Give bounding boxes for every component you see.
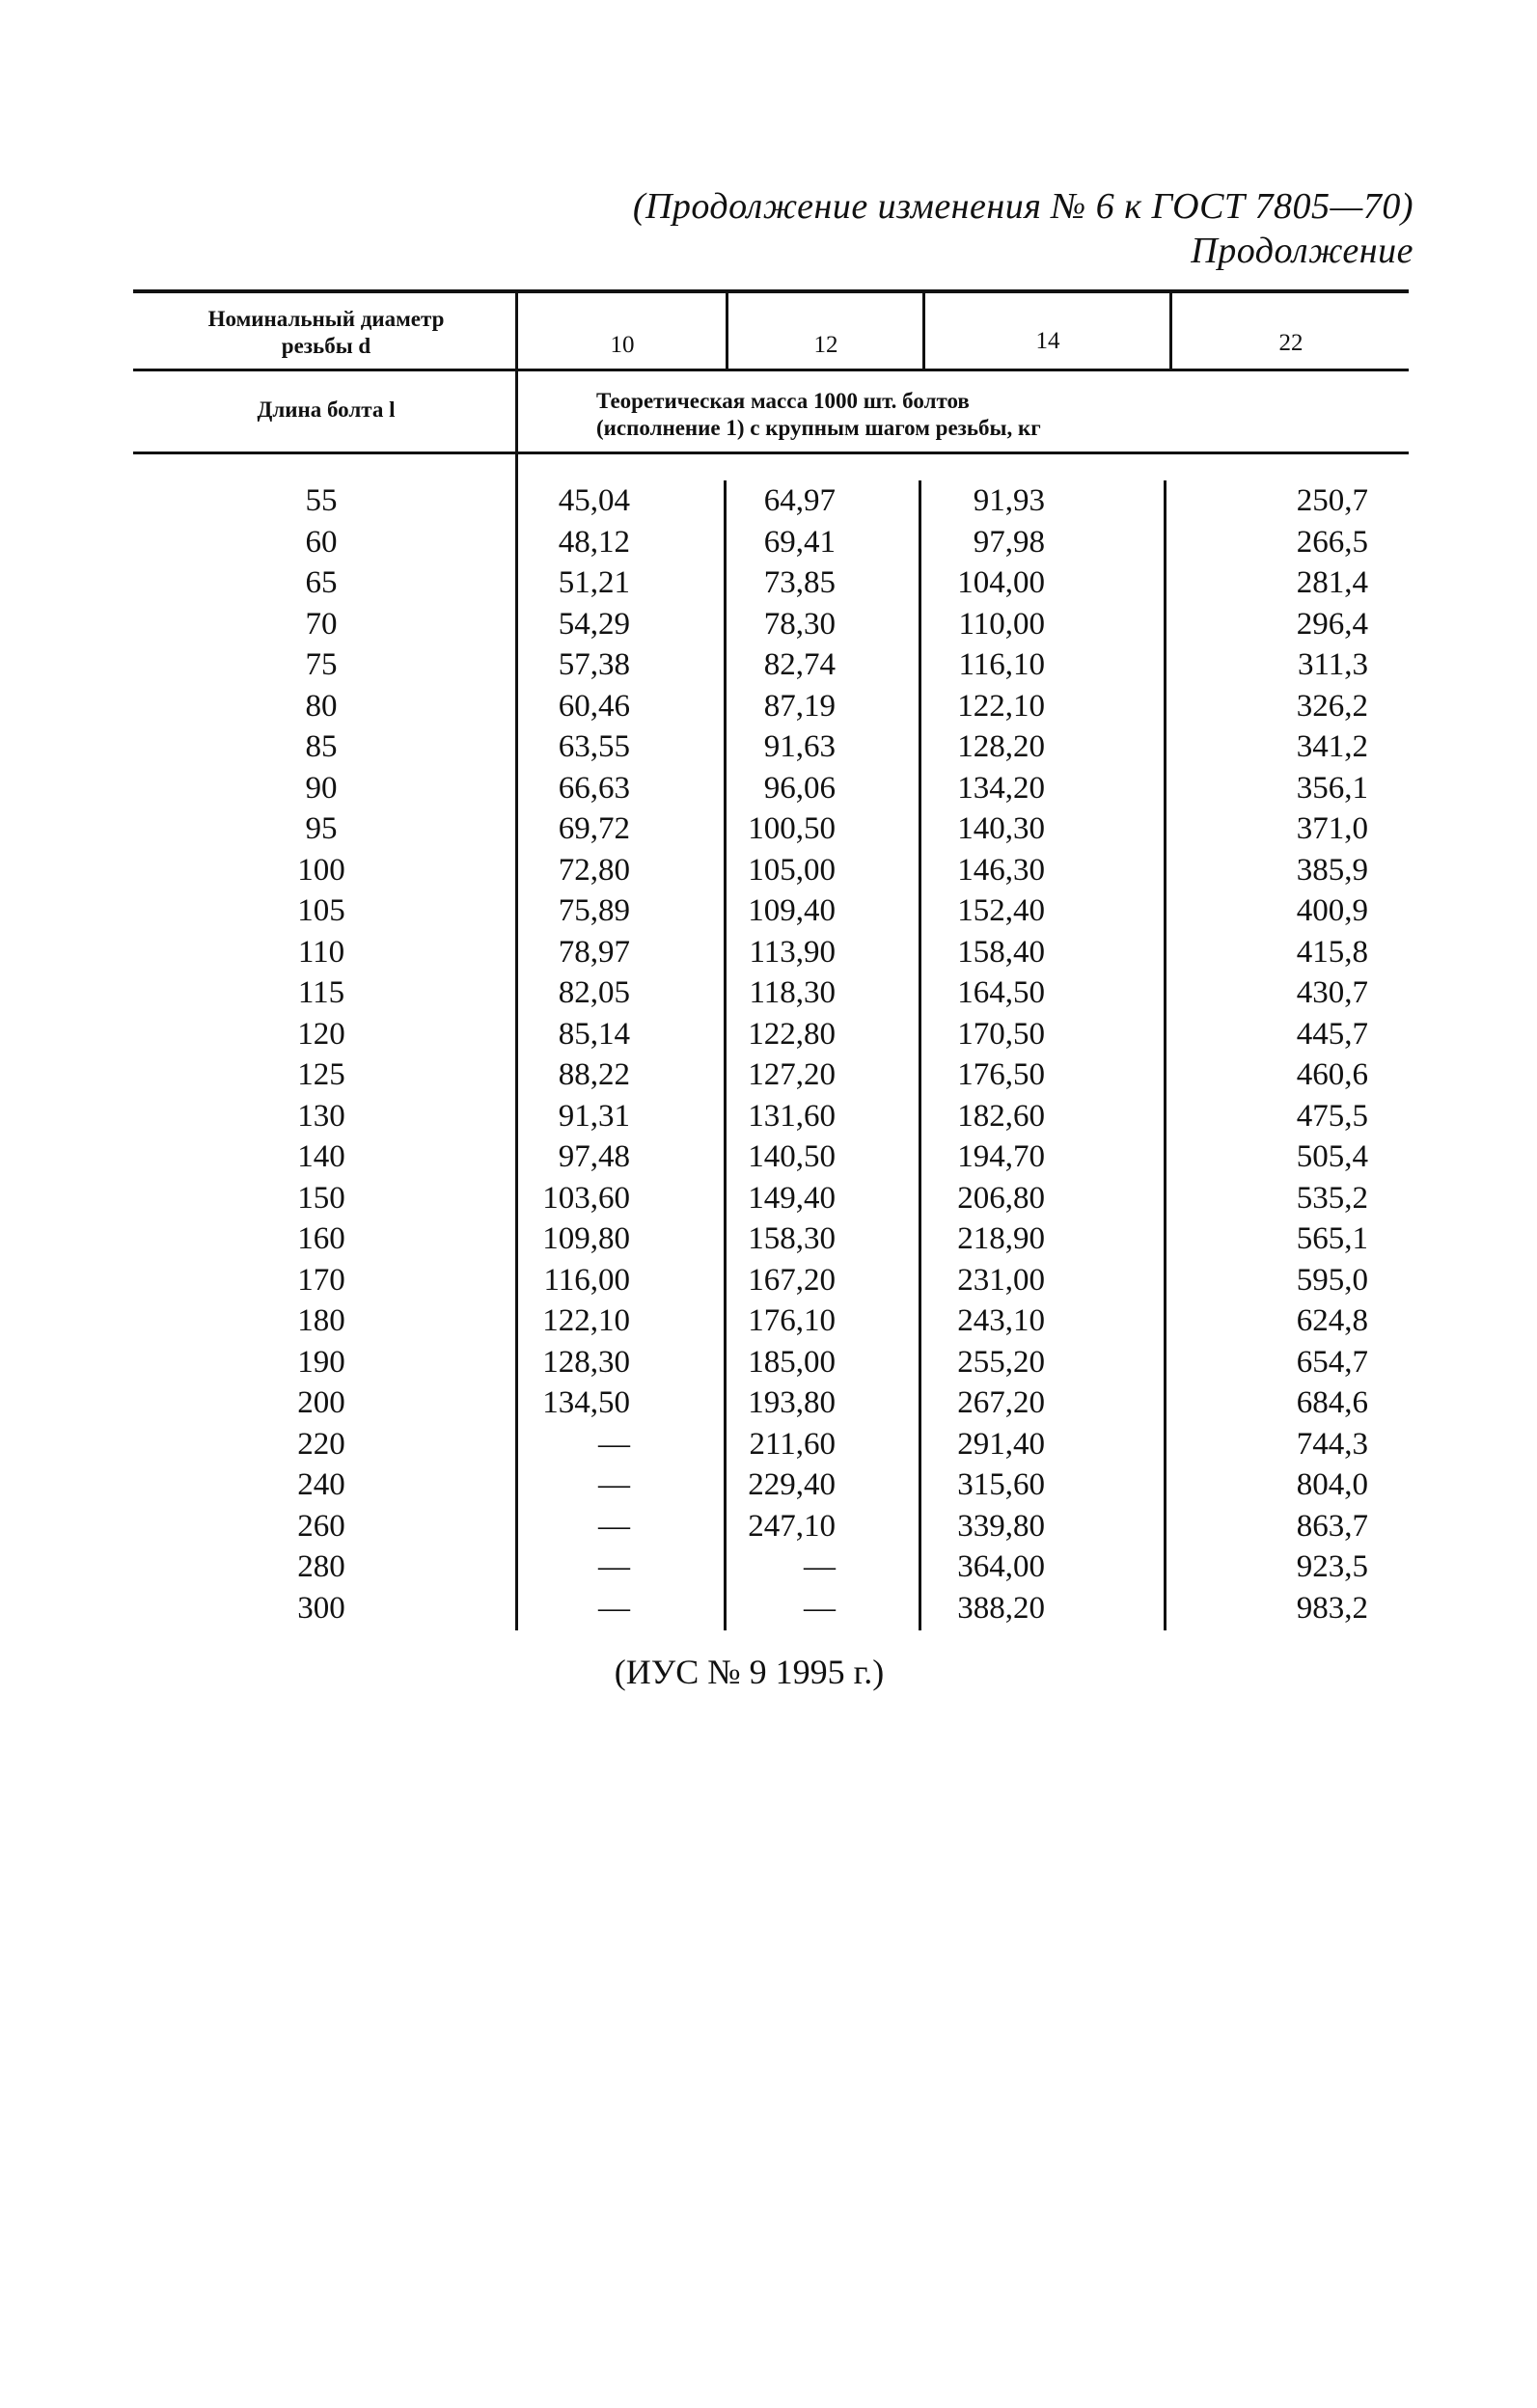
mass-cell: 69,72 xyxy=(558,811,630,846)
mass-cell: 385,9 xyxy=(1296,852,1368,888)
mass-cell: 744,3 xyxy=(1296,1426,1368,1462)
table-row xyxy=(133,1260,1409,1301)
table-header-rule xyxy=(133,369,1409,371)
bolt-length-cell: 170 xyxy=(297,1262,345,1298)
mass-cell: 66,63 xyxy=(558,770,630,806)
mass-cell: 339,80 xyxy=(957,1508,1045,1544)
mass-cell: 194,70 xyxy=(957,1139,1045,1174)
bolt-length-cell: 100 xyxy=(297,852,345,888)
mass-cell: 535,2 xyxy=(1296,1180,1368,1216)
mass-cell: 250,7 xyxy=(1296,483,1368,518)
mass-cell: 134,20 xyxy=(957,770,1045,806)
bolt-length-cell: 80 xyxy=(305,688,338,724)
mass-cell: 87,19 xyxy=(763,688,836,724)
mass-cell: 128,30 xyxy=(542,1344,630,1380)
header-continuation-label: Продолжение xyxy=(1191,231,1413,271)
mass-cell: 218,90 xyxy=(957,1221,1045,1256)
mass-cell: 281,4 xyxy=(1296,565,1368,600)
mass-cell: 75,89 xyxy=(558,893,630,928)
bolt-length-cell: 85 xyxy=(305,729,338,764)
bolt-length-cell: 260 xyxy=(297,1508,345,1544)
mass-cell: 804,0 xyxy=(1296,1467,1368,1502)
mass-cell: 152,40 xyxy=(957,893,1045,928)
mass-cell: 116,10 xyxy=(958,647,1045,682)
mass-cell: 149,40 xyxy=(748,1180,836,1216)
column-divider xyxy=(726,293,728,370)
mass-cell: 134,50 xyxy=(542,1385,630,1420)
diameter-12: 12 xyxy=(813,332,838,358)
table-row xyxy=(133,1424,1409,1465)
mass-cell: 243,10 xyxy=(957,1303,1045,1338)
mass-cell: 158,30 xyxy=(748,1221,836,1256)
table-row xyxy=(133,1342,1409,1383)
bolt-length-cell: 65 xyxy=(305,565,338,600)
mass-cell: 100,50 xyxy=(748,811,836,846)
mass-cell: 54,29 xyxy=(558,606,630,642)
mass-cell: 64,97 xyxy=(763,483,836,518)
bolt-length-cell: 190 xyxy=(297,1344,345,1380)
bolt-length-cell: 75 xyxy=(305,647,338,682)
mass-cell: 371,0 xyxy=(1296,811,1368,846)
mass-cell: 315,60 xyxy=(957,1467,1045,1502)
column-divider xyxy=(1169,293,1172,370)
table-row xyxy=(133,686,1409,727)
table-row xyxy=(133,480,1409,522)
mass-cell: 51,21 xyxy=(558,565,630,600)
mass-cell: 193,80 xyxy=(748,1385,836,1420)
mass-cell: — xyxy=(598,1467,630,1502)
mass-cell: — xyxy=(598,1426,630,1462)
table-row xyxy=(133,726,1409,768)
table-top-rule xyxy=(133,289,1409,293)
mass-cell: — xyxy=(598,1590,630,1626)
bolt-length-cell: 220 xyxy=(297,1426,345,1462)
mass-cell: 475,5 xyxy=(1296,1098,1368,1134)
mass-cell: 131,60 xyxy=(748,1098,836,1134)
mass-cell: 82,05 xyxy=(558,975,630,1010)
mass-cell: 113,90 xyxy=(749,934,836,970)
mass-cell: 356,1 xyxy=(1296,770,1368,806)
bolt-length-cell: 300 xyxy=(297,1590,345,1626)
mass-cell: 266,5 xyxy=(1296,524,1368,560)
table-row xyxy=(133,1546,1409,1588)
bolt-length-cell: 180 xyxy=(297,1303,345,1338)
mass-cell: 326,2 xyxy=(1296,688,1368,724)
mass-cell: 206,80 xyxy=(957,1180,1045,1216)
table-row xyxy=(133,1096,1409,1137)
bolt-length-cell: 60 xyxy=(305,524,338,560)
mass-cell: 91,63 xyxy=(763,729,836,764)
table-row xyxy=(133,1506,1409,1547)
mass-cell: 91,31 xyxy=(558,1098,630,1134)
header-continuation-title: (Продолжение изменения № 6 к ГОСТ 7805—70) xyxy=(632,186,1413,227)
mass-cell: 983,2 xyxy=(1296,1590,1368,1626)
mass-cell: 176,10 xyxy=(748,1303,836,1338)
bolt-length-cell: 55 xyxy=(305,483,338,518)
bolt-length-cell: 150 xyxy=(297,1180,345,1216)
mass-cell: 255,20 xyxy=(957,1344,1045,1380)
mass-cell: 110,00 xyxy=(958,606,1045,642)
mass-cell: 88,22 xyxy=(558,1057,630,1092)
mass-cell: 60,46 xyxy=(558,688,630,724)
table-row xyxy=(133,644,1409,686)
mass-cell: 85,14 xyxy=(558,1016,630,1052)
mass-cell: 400,9 xyxy=(1296,893,1368,928)
mass-cell: 122,80 xyxy=(748,1016,836,1052)
bolt-length-cell: 90 xyxy=(305,770,338,806)
mass-cell: 684,6 xyxy=(1296,1385,1368,1420)
mass-cell: 96,06 xyxy=(763,770,836,806)
mass-cell: 97,48 xyxy=(558,1139,630,1174)
mass-cell: 291,40 xyxy=(957,1426,1045,1462)
table-row xyxy=(133,768,1409,809)
mass-cell: 231,00 xyxy=(957,1262,1045,1298)
bolt-length-cell: 125 xyxy=(297,1057,345,1092)
bolt-length-cell: 200 xyxy=(297,1385,345,1420)
mass-cell: 140,30 xyxy=(957,811,1045,846)
footer-text: (ИУС № 9 1995 г.) xyxy=(614,1653,885,1691)
mass-cell: 78,30 xyxy=(763,606,836,642)
mass-cell: 109,40 xyxy=(748,893,836,928)
table-row xyxy=(133,932,1409,973)
mass-cell: 863,7 xyxy=(1296,1508,1368,1544)
mass-cell: 364,00 xyxy=(957,1549,1045,1584)
mass-cell: 167,20 xyxy=(748,1262,836,1298)
table-row xyxy=(133,850,1409,891)
table-row xyxy=(133,1178,1409,1219)
mass-caption: Теоретическая масса 1000 шт. болтов (исполнение 1) с крупным шагом резьбы, кг xyxy=(596,389,1041,440)
mass-cell: 48,12 xyxy=(558,524,630,560)
mass-cell: 430,7 xyxy=(1296,975,1368,1010)
table-row xyxy=(133,1588,1409,1629)
mass-cell: 146,30 xyxy=(957,852,1045,888)
mass-cell: — xyxy=(804,1590,836,1626)
mass-cell: 415,8 xyxy=(1296,934,1368,970)
bolt-length-cell: 240 xyxy=(297,1467,345,1502)
table-row xyxy=(133,1300,1409,1342)
mass-cell: 103,60 xyxy=(542,1180,630,1216)
mass-cell: 176,50 xyxy=(957,1057,1045,1092)
bolt-length-cell: 95 xyxy=(305,811,338,846)
bolt-length-cell: 115 xyxy=(297,975,345,1010)
mass-cell: 105,00 xyxy=(748,852,836,888)
mass-cell: 69,41 xyxy=(763,524,836,560)
mass-cell: 296,4 xyxy=(1296,606,1368,642)
mass-cell: 45,04 xyxy=(558,483,630,518)
table-row xyxy=(133,604,1409,645)
diameter-14: 14 xyxy=(1035,328,1060,354)
mass-cell: 460,6 xyxy=(1296,1057,1368,1092)
mass-cell: 127,20 xyxy=(748,1057,836,1092)
bolt-length-cell: 120 xyxy=(297,1016,345,1052)
mass-cell: — xyxy=(804,1549,836,1584)
table-row xyxy=(133,808,1409,850)
table-row xyxy=(133,522,1409,563)
mass-cell: 91,93 xyxy=(973,483,1045,518)
mass-cell: 229,40 xyxy=(748,1467,836,1502)
table-row xyxy=(133,1136,1409,1178)
mass-cell: 267,20 xyxy=(957,1385,1045,1420)
mass-cell: 654,7 xyxy=(1296,1344,1368,1380)
mass-cell: 104,00 xyxy=(957,565,1045,600)
mass-cell: 63,55 xyxy=(558,729,630,764)
mass-cell: 341,2 xyxy=(1296,729,1368,764)
mass-cell: 182,60 xyxy=(957,1098,1045,1134)
table-row xyxy=(133,562,1409,604)
mass-cell: 388,20 xyxy=(957,1590,1045,1626)
row-header-length: Длина болта l xyxy=(257,397,396,423)
mass-cell: 565,1 xyxy=(1296,1221,1368,1256)
mass-cell: 122,10 xyxy=(957,688,1045,724)
mass-cell: 128,20 xyxy=(957,729,1045,764)
bolt-length-cell: 160 xyxy=(297,1221,345,1256)
bolt-length-cell: 280 xyxy=(297,1549,345,1584)
table-row xyxy=(133,1014,1409,1055)
mass-cell: 118,30 xyxy=(749,975,836,1010)
mass-cell: 164,50 xyxy=(957,975,1045,1010)
mass-cell: — xyxy=(598,1549,630,1584)
table-row xyxy=(133,1382,1409,1424)
mass-cell: 116,00 xyxy=(543,1262,630,1298)
mass-cell: 122,10 xyxy=(542,1303,630,1338)
table-row xyxy=(133,1218,1409,1260)
table-row xyxy=(133,890,1409,932)
table-row xyxy=(133,972,1409,1014)
mass-cell: 923,5 xyxy=(1296,1549,1368,1584)
mass-cell: 505,4 xyxy=(1296,1139,1368,1174)
mass-cell: 624,8 xyxy=(1296,1303,1368,1338)
mass-cell: 158,40 xyxy=(957,934,1045,970)
table-row xyxy=(133,1054,1409,1096)
mass-cell: 57,38 xyxy=(558,647,630,682)
table-caption-rule xyxy=(133,452,1409,454)
mass-cell: 140,50 xyxy=(748,1139,836,1174)
mass-cell: 211,60 xyxy=(749,1426,836,1462)
mass-cell: 445,7 xyxy=(1296,1016,1368,1052)
mass-cell: 78,97 xyxy=(558,934,630,970)
column-divider xyxy=(922,293,925,370)
bolt-length-cell: 70 xyxy=(305,606,338,642)
bolt-length-cell: 130 xyxy=(297,1098,345,1134)
mass-cell: 97,98 xyxy=(973,524,1045,560)
mass-cell: 595,0 xyxy=(1296,1262,1368,1298)
mass-cell: 109,80 xyxy=(542,1221,630,1256)
diameter-22: 22 xyxy=(1278,330,1304,356)
bolt-length-cell: 105 xyxy=(297,893,345,928)
mass-cell: 311,3 xyxy=(1297,647,1368,682)
mass-cell: 73,85 xyxy=(763,565,836,600)
mass-cell: 170,50 xyxy=(957,1016,1045,1052)
bolt-mass-table xyxy=(133,289,1409,1630)
diameter-10: 10 xyxy=(610,332,635,358)
mass-cell: 72,80 xyxy=(558,852,630,888)
bolt-length-cell: 110 xyxy=(297,934,345,970)
bolt-length-cell: 140 xyxy=(297,1139,345,1174)
mass-cell: 247,10 xyxy=(748,1508,836,1544)
row-header-diameter: Номинальный диаметр резьбы d xyxy=(207,307,445,358)
mass-cell: 185,00 xyxy=(748,1344,836,1380)
footer-source xyxy=(0,1652,1537,1692)
mass-cell: 82,74 xyxy=(763,647,836,682)
mass-cell: — xyxy=(598,1508,630,1544)
table-row xyxy=(133,1464,1409,1506)
